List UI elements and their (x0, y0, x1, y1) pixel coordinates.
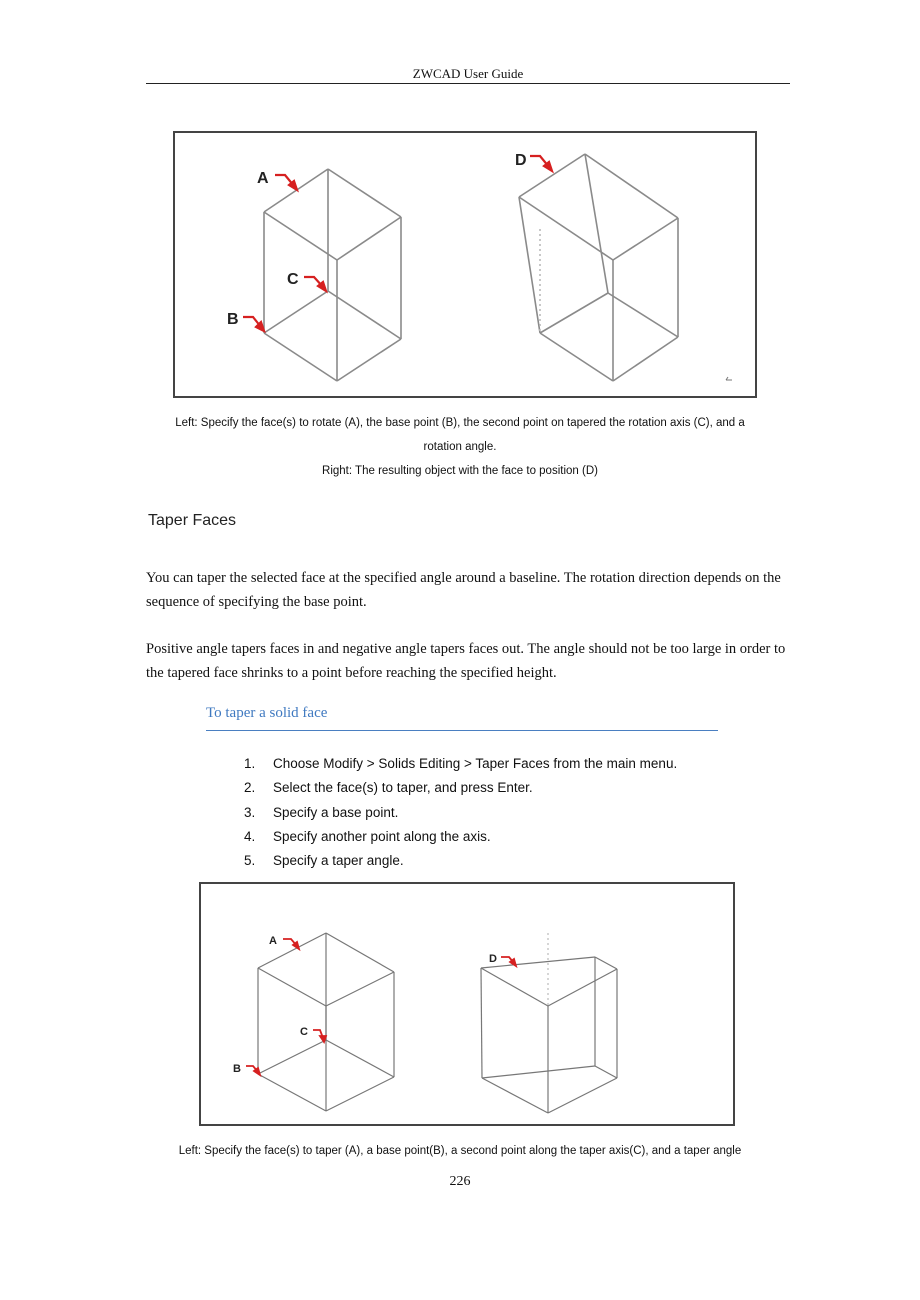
step-text: Specify another point along the axis. (273, 828, 491, 844)
figure-taper-faces (199, 882, 735, 1126)
figure2-caption: Left: Specify the face(s) to taper (A), a base point(B), a second point along the taper axis(C), and a taper angle (178, 1145, 742, 1157)
label-c: C (287, 271, 299, 288)
step-number: 2. (244, 780, 256, 796)
step-item (244, 849, 677, 873)
procedure-title: To taper a solid face (206, 702, 718, 731)
step-text: Specify a taper angle. (273, 853, 404, 869)
step-text: Specify a base point. (273, 804, 399, 820)
label-c: C (300, 1026, 308, 1038)
section-title: Taper Faces (148, 512, 237, 529)
step-item (244, 752, 677, 776)
step-number: 3. (244, 804, 256, 820)
step-item (244, 825, 677, 849)
page-number: 226 (449, 1174, 471, 1189)
figure-rotate-faces (173, 131, 757, 398)
step-text: Choose Modify > Solids Editing > Taper Faces from the main menu. (273, 756, 678, 771)
label-a: A (257, 170, 269, 187)
step-item (244, 776, 677, 800)
paragraph-1: You can taper the selected face at the specified angle around a baseline. The rotation direction depends on the sequence of specifying the base point. (146, 570, 781, 610)
header-title: ZWCAD User Guide (412, 66, 524, 81)
step-item (244, 801, 677, 825)
label-b: B (227, 311, 239, 328)
step-number: 1. (244, 756, 256, 771)
figure1-caption-line3: Right: The resulting object with the face to position (D) (322, 465, 598, 477)
label-d: D (515, 152, 527, 169)
label-a: A (269, 935, 277, 947)
figure1-caption-line2: rotation angle. (423, 441, 497, 453)
step-number: 4. (244, 828, 256, 844)
procedure-steps (244, 752, 677, 873)
label-d: D (489, 953, 497, 965)
step-number: 5. (244, 853, 256, 869)
label-b: B (233, 1063, 241, 1075)
page-header (146, 64, 790, 84)
step-text: Select the face(s) to taper, and press Enter. (273, 780, 533, 796)
paragraph-2: Positive angle tapers faces in and negative angle tapers faces out. The angle should not be too large in order to the tapered face shrinks to a point before reaching the specified height. (146, 641, 786, 681)
figure1-caption-line1: Left: Specify the face(s) to rotate (A), the base point (B), the second point on tapered the rotation axis (C), and a (175, 417, 745, 429)
